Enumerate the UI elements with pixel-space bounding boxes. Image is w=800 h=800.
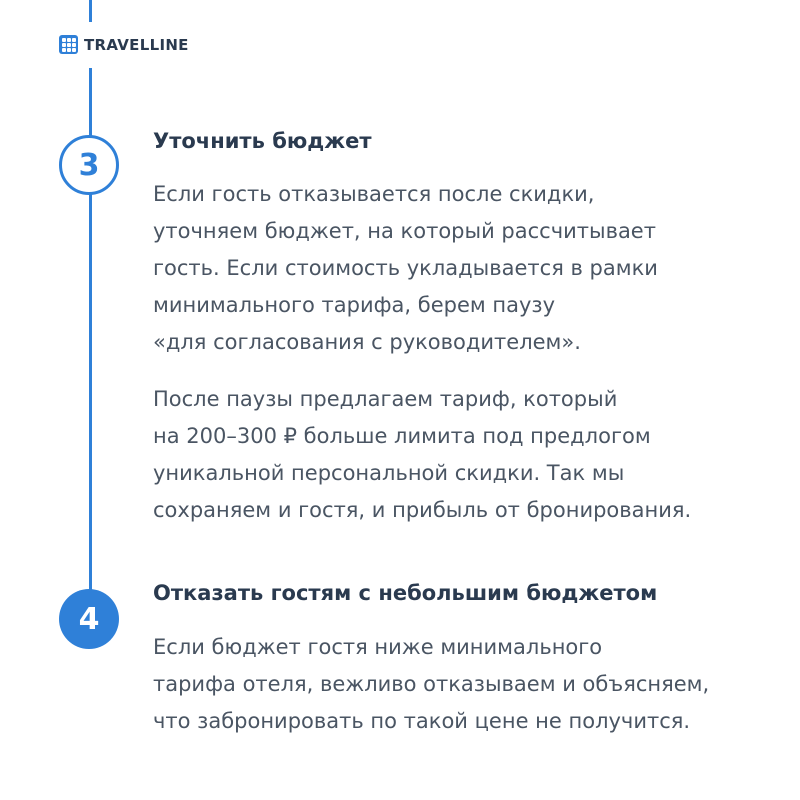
text-line: минимального тарифа, берем паузу <box>153 293 556 317</box>
step-3-title: Уточнить бюджет <box>153 129 372 153</box>
step-4-title: Отказать гостям с небольшим бюджетом <box>153 581 658 605</box>
step-4-badge: 4 <box>59 589 119 649</box>
text-line: уточняем бюджет, на который рассчитывает <box>153 219 656 243</box>
timeline-line-top <box>89 0 92 22</box>
brand-logo <box>59 35 189 54</box>
text-line: Если гость отказывается после скидки, <box>153 182 595 206</box>
text-line: уникальной персональной скидки. Так мы <box>153 461 625 485</box>
step-4-paragraph-1 <box>153 629 709 740</box>
text-line: «для согласования с руководителем». <box>153 330 581 354</box>
text-line: на 200–300 ₽ больше лимита под предлогом <box>153 424 651 448</box>
text-line: После паузы предлагаем тариф, который <box>153 387 618 411</box>
text-line: тарифа отеля, вежливо отказываем и объясняем, <box>153 672 710 696</box>
text-line: гость. Если стоимость укладывается в рамки <box>153 256 658 280</box>
step-3-paragraph-2 <box>153 381 691 529</box>
step-3-badge: 3 <box>59 135 119 195</box>
step-3-paragraph-1 <box>153 176 658 361</box>
text-line: что забронировать по такой цене не получится. <box>153 709 691 733</box>
travelline-logo-icon <box>59 35 78 54</box>
brand-name: TRAVELLINE <box>84 35 189 54</box>
text-line: Если бюджет гостя ниже минимального <box>153 635 603 659</box>
text-line: сохраняем и гостя, и прибыль от бронирования. <box>153 498 692 522</box>
